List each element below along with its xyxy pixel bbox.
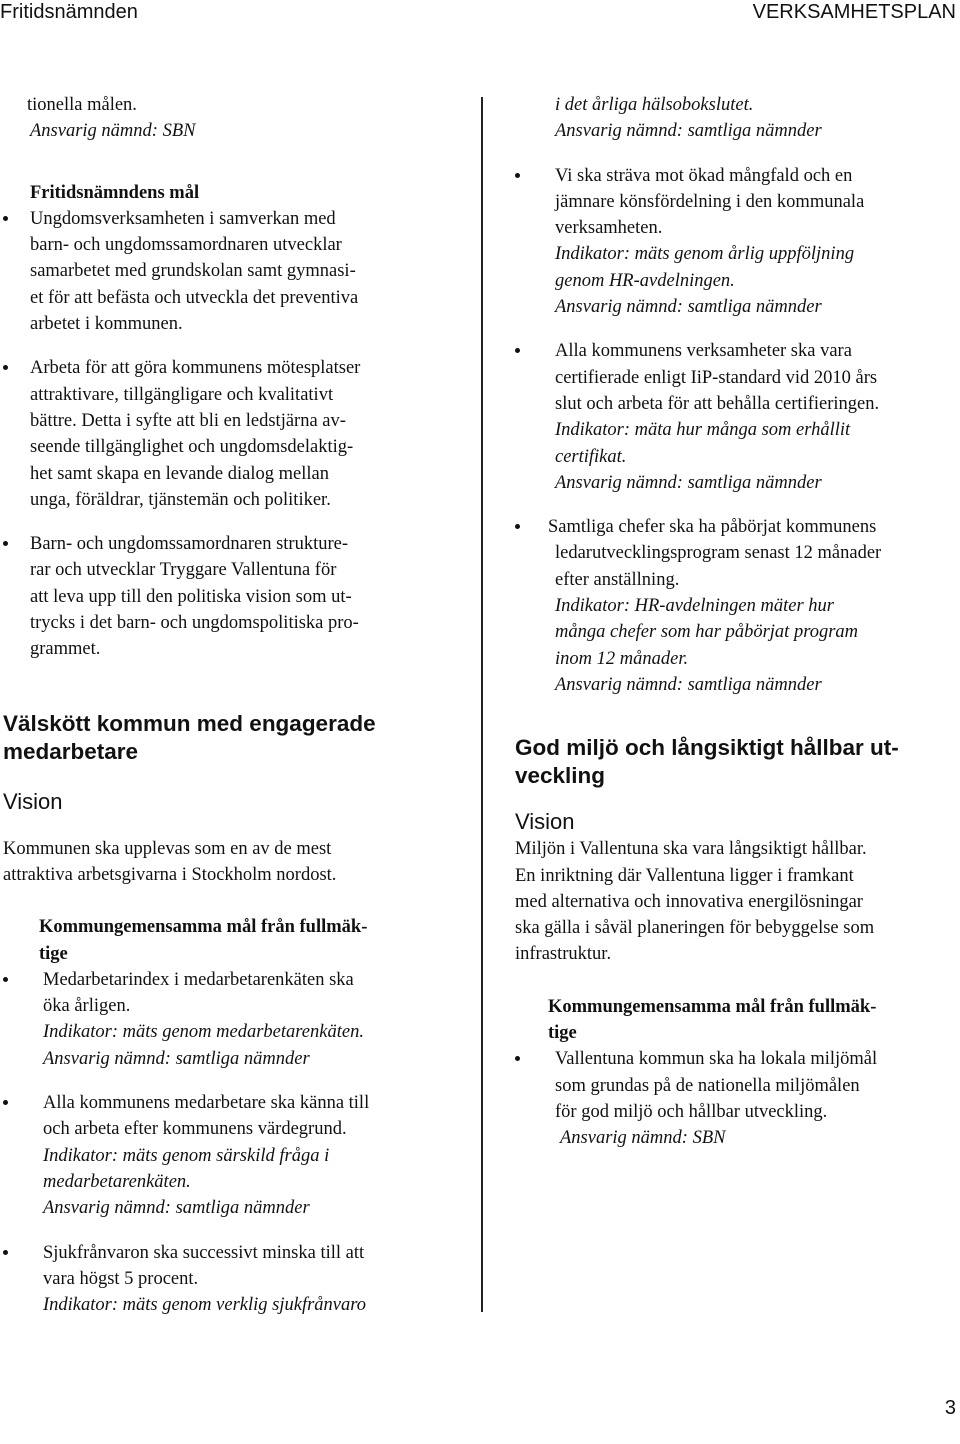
continued-text: tionella målen. Ansvarig nämnd: SBN <box>27 95 196 142</box>
list-item: Samtliga chefer ska ha påbörjat kommunens ledarutvecklingsprogram senast 12 månader efter anställning. Indikator: HR-avdelningen mäter hur många chefer som har påbörjat program inom 12 månader. Ansvarig nämnd: samtliga nämnder <box>515 514 960 698</box>
vision-heading: Vision <box>3 788 63 814</box>
list-item: Vallentuna kommun ska ha lokala miljömål som grundas på de nationella miljömålen för god miljö och hållbar utveckling. Ansvarig nämnd: SBN <box>515 1046 960 1151</box>
list-item: Alla kommunens medarbetare ska känna till och arbeta efter kommunens värdegrund. Indikator: mäts genom särskild fråga i medarbetarenkäten. Ansvarig nämnd: samtliga nämnder <box>3 1090 455 1221</box>
page-header <box>0 0 960 30</box>
list-item: Medarbetarindex i medarbetarenkäten ska öka årligen. Indikator: mäts genom medarbetarenkäten. Ansvarig nämnd: samtliga nämnder <box>3 967 455 1072</box>
goals-heading: Kommungemensamma mål från fullmäk- tige <box>39 917 368 964</box>
list-item: Barn- och ungdomssamordnaren strukture- rar och utvecklar Tryggare Vallentuna för att leva upp till den politiska vision som ut- trycks i det barn- och ungdomspolitiska pro- grammet. <box>3 531 455 662</box>
right-column <box>515 92 960 1152</box>
left-column <box>3 92 455 1318</box>
list-item: Arbeta för att göra kommunens mötesplatser attraktivare, tillgängligare och kvalitativt bättre. Detta i syfte att bli en ledstjärna av- seende tillgänglighet och ungdomsdelaktig- het samt skapa en levande dialog mellan unga, föräldrar, tjänstemän och politiker. <box>3 355 455 513</box>
list-item: Vi ska sträva mot ökad mångfald och en jämnare könsfördelning i den kommunala verksamheten. Indikator: mäts genom årlig uppföljning genom HR-avdelningen. Ansvarig nämnd: samtliga nämnder <box>515 163 960 321</box>
goals-heading: Fritidsnämndens mål <box>30 182 200 203</box>
list-item: Ungdomsverksamheten i samverkan med barn- och ungdomssamordnaren utvecklar samarbetet med grundskolan samt gymnasi- et för att befästa och utveckla det preventiva arbetet i kommunen. <box>3 206 455 337</box>
continued-text: i det årliga hälsobokslutet. Ansvarig nämnd: samtliga nämnder <box>555 95 822 142</box>
page-number: 3 <box>944 1397 956 1419</box>
column-divider <box>481 97 483 1312</box>
vision-text: Miljön i Vallentuna ska vara långsiktigt hållbar. En inriktning där Vallentuna ligger i framkant med alternativa och innovativa energilösningar ska gälla i såväl planeringen för bebyggelse som infrastruktur. <box>515 839 875 965</box>
section-title: God miljö och långsiktigt hållbar ut- veckling <box>515 735 899 789</box>
header-document-title: VERKSAMHETSPLAN <box>752 1 956 23</box>
header-department: Fritidsnämnden <box>0 1 138 23</box>
vision-text: Kommunen ska upplevas som en av de mest attraktiva arbetsgivarna i Stockholm nordost. <box>3 838 337 885</box>
section-title: Välskött kommun med engagerade medarbetare <box>3 710 376 764</box>
goals-heading: Kommungemensamma mål från fullmäk- tige <box>548 996 877 1044</box>
list-item: Sjukfrånvaron ska successivt minska till att vara högst 5 procent. Indikator: mäts genom verklig sjukfrånvaro <box>3 1240 455 1319</box>
vision-heading: Vision <box>515 809 575 835</box>
list-item: Alla kommunens verksamheter ska vara certifierade enligt IiP-standard vid 2010 års slut och arbeta för att behålla certifieringen. Indikator: mäta hur många som erhållit certifikat. Ansvarig nämnd: samtliga nämnder <box>515 338 960 496</box>
